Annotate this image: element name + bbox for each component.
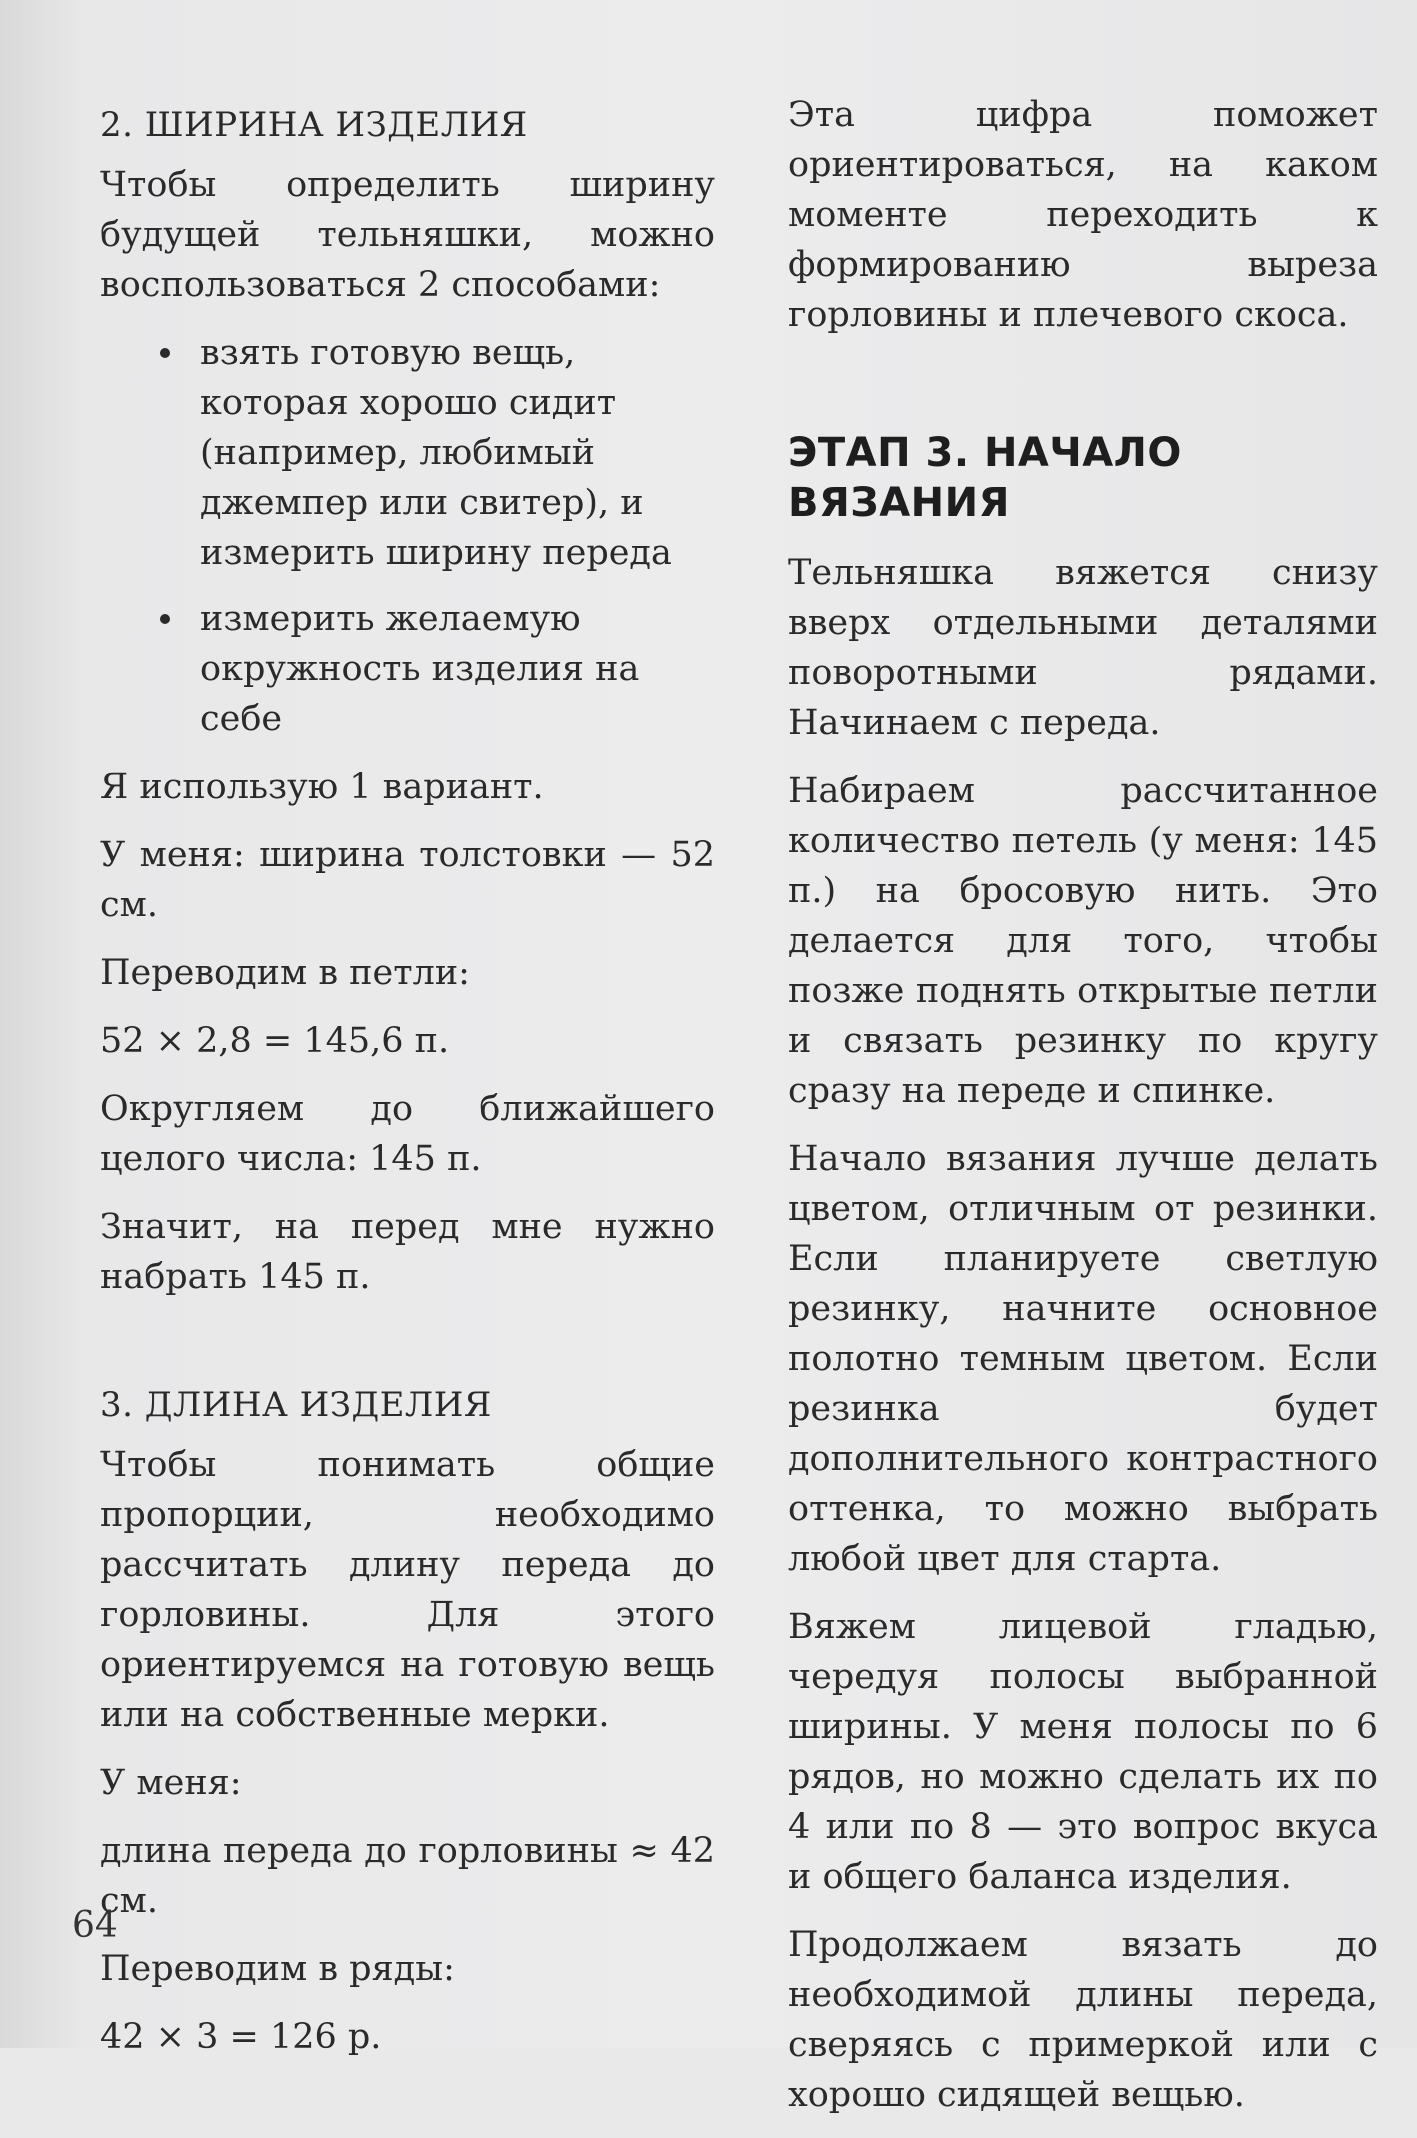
paragraph: Набираем рассчитанное количество петель (у меня: 145 п.) на бросовую нить. Это делается для того, чтобы позже поднять открытые петли и связать резинку по кругу сразу на переде и спинке. <box>788 771 1378 1111</box>
stage-title: ЭТАП 3. НАЧАЛО ВЯЗАНИЯ <box>788 430 1182 526</box>
paragraph: Значит, на перед мне нужно набрать 145 п. <box>100 1207 715 1297</box>
paragraph: У меня: <box>100 1763 242 1803</box>
width-intro: Чтобы определить ширину будущей тельняшки, можно воспользоваться 2 способами: <box>100 165 715 305</box>
paragraph: Я использую 1 вариант. <box>100 767 544 807</box>
continuation-paragraph: Эта цифра поможет ориентироваться, на каком моменте переходить к формированию выреза горловины и плечевого скоса. <box>788 95 1378 335</box>
paragraph: Начало вязания лучше делать цветом, отличным от резинки. Если планируете светлую резинку, начните основное полотно темным цветом. Если резинка будет дополнительного контрастного оттенка, то можно выбрать любой цвет для старта. <box>788 1139 1378 1579</box>
paragraph: Округляем до ближайшего целого числа: 145 п. <box>100 1089 715 1179</box>
left-column <box>100 100 715 2080</box>
spacer <box>788 358 1378 428</box>
formula: 52 × 2,8 = 145,6 п. <box>100 1021 450 1061</box>
bullet-icon <box>160 348 170 358</box>
right-column <box>788 90 1378 2138</box>
section-title-length: 3. ДЛИНА ИЗДЕЛИЯ <box>100 1385 492 1425</box>
paragraph: Переводим в ряды: <box>100 1949 455 1989</box>
list-item <box>100 328 715 578</box>
page-number: 64 <box>72 1905 118 1946</box>
paragraph: Тельняшка вяжется снизу вверх отдельными деталями поворотными рядами. Начинаем с переда. <box>788 553 1378 743</box>
paragraph: У меня: ширина толстовки — 52 см. <box>100 835 715 925</box>
list-item <box>100 594 715 744</box>
paragraph: Чтобы понимать общие пропорции, необходимо рассчитать длину переда до горловины. Для этого ориентируемся на готовую вещь или на собственные мерки. <box>100 1445 715 1735</box>
paragraph: Продолжаем вязать до необходимой длины переда, сверяясь с примеркой или с хорошо сидящей вещью. <box>788 1925 1378 2115</box>
spacer <box>100 1320 715 1380</box>
section-title-width: 2. ШИРИНА ИЗДЕЛИЯ <box>100 105 528 145</box>
paragraph: Переводим в петли: <box>100 953 470 993</box>
width-methods-list <box>100 328 715 744</box>
formula: 42 × 3 = 126 р. <box>100 2017 382 2057</box>
list-item-text: взять готовую вещь, которая хорошо сидит (например, любимый джемпер или свитер), и измерить ширину переда <box>200 333 672 573</box>
paragraph: длина переда до горловины ≈ 42 см. <box>100 1831 715 1921</box>
paragraph: Вяжем лицевой гладью, чередуя полосы выбранной ширины. У меня полосы по 6 рядов, но можно сделать их по 4 или по 8 — это вопрос вкуса и общего баланса изделия. <box>788 1607 1378 1897</box>
list-item-text: измерить желаемую окружность изделия на себе <box>200 599 640 739</box>
bullet-icon <box>160 614 170 624</box>
